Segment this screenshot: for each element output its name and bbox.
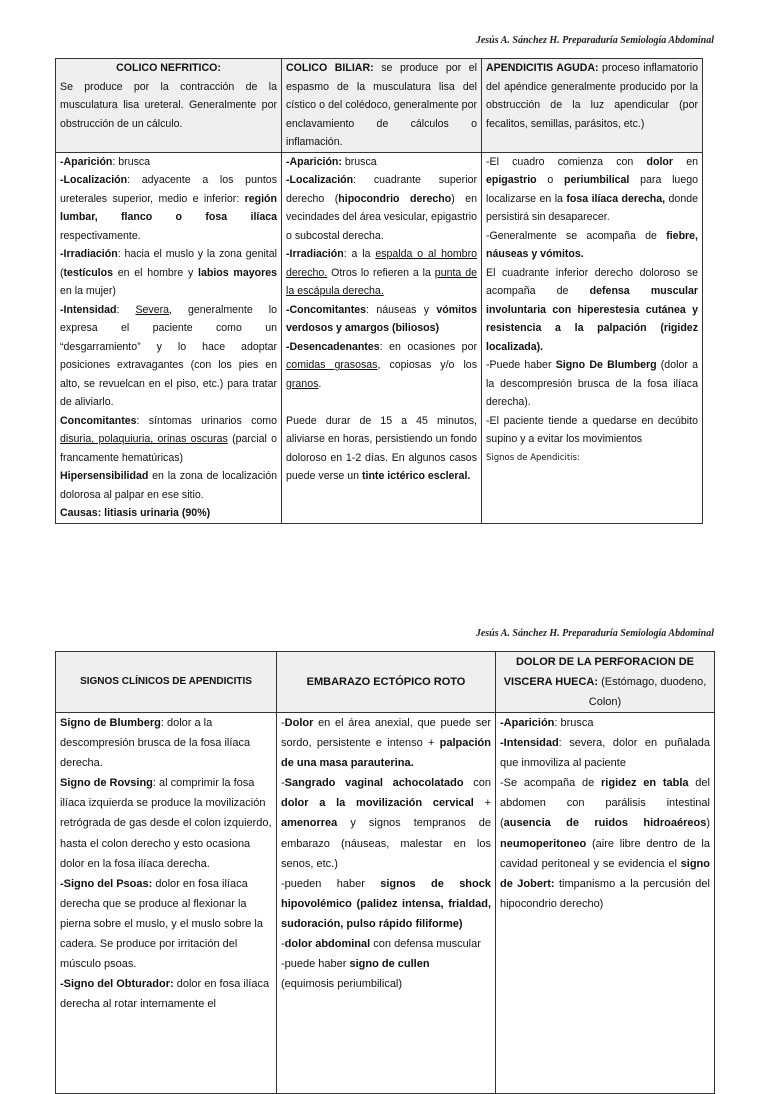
colico-nefritico-title: COLICO NEFRITICO: xyxy=(116,62,221,74)
page-header-1: Jesús A. Sánchez H. Preparaduría Semiología Abdominal xyxy=(475,35,714,46)
colico-nefritico-intro: Se produce por la contracción de la musculatura lisa ureteral. Generalmente por obstrucción de un cálculo. xyxy=(60,80,277,130)
table-colicos xyxy=(55,58,703,524)
header-perforacion: DOLOR DE LA PERFORACION DE VISCERA HUECA: (Estómago, duodeno, Colon) xyxy=(496,652,715,713)
table-signos xyxy=(55,651,715,1094)
page-header-2: Jesús A. Sánchez H. Preparaduría Semiología Abdominal xyxy=(475,628,714,639)
cell-colico-nefritico-intro xyxy=(56,59,282,153)
header-signos-apendicitis: SIGNOS CLÍNICOS DE APENDICITIS xyxy=(56,652,277,713)
cell-apendicitis-intro: APENDICITIS AGUDA: proceso inflamatorio del apéndice generalmente producido por la obstrucción de la luz apendicular (por fecalitos, semillas, parásitos, etc.) xyxy=(482,59,703,153)
cell-colico-biliar-intro: COLICO BILIAR: se produce por el espasmo de la musculatura lisa del cístico o del colédoco, generalmente por enclavamiento de cálculos o inflamación. xyxy=(282,59,482,153)
cell-embarazo-ectopico: -Dolor en el área anexial, que puede ser sordo, persistente e intenso + palpación de una masa parauterina. -Sangrado vaginal achocolatado con dolor a la movilización cervical + amenorrea y signos tempranos de embarazo (náuseas, malestar en los senos, etc.) -pueden haber signos de shock hipovolémico (palidez intensa, frialdad, sudoración, pulso rápido filiforme) -dolor abdominal con defensa muscular -puede haber signo de cullen (equimosis periumbilical) xyxy=(277,713,496,1094)
cell-colico-biliar-body: -Aparición: brusca -Localización: cuadrante superior derecho (hipocondrio derecho) en vecindades del área vesicular, epigastrio o subcostal derecha. -Irradiación: a la espalda o al hombro derecho. Otros lo refieren a la punta de la escápula derecha. -Concomitantes: náuseas y vómitos verdosos y amargos (biliosos) -Desencadenantes: en ocasiones por comidas grasosas, copiosas y/o los granos. Puede durar de 15 a 45 minutos, aliviarse en horas, persistiendo un fondo doloroso en 1-2 días. En algunos casos puede verse un tinte ictérico escleral. xyxy=(282,152,482,523)
cell-colico-nefritico-body: -Aparición: brusca -Localización: adyacente a los puntos ureterales superior, medio e inferior: región lumbar, flanco o fosa ilíaca respectivamente. -Irradiación: hacia el muslo y la zona genital (testículos en el hombre y labios mayores en la mujer) -Intensidad: Severa, generalmente lo expresa el paciente como un “desgarramiento” y lo hace adoptar posiciones extravagantes (con los pies en alto, se revuelcan en el piso, etc.) para tratar de aliviarlo. Concomitantes: síntomas urinarios como disuria, polaquiuria, orinas oscuras (parcial o francamente hematúricas) Hipersensibilidad en la zona de localización dolorosa al palpar en ese sitio. Causas: litiasis urinaria (90%) xyxy=(56,152,282,523)
header-embarazo-ectopico: EMBARAZO ECTÓPICO ROTO xyxy=(277,652,496,713)
cell-signos-apendicitis: Signo de Blumberg: dolor a la descompresión brusca de la fosa ilíaca derecha. Signo de Rovsing: al comprimir la fosa ilíaca izquierda se produce la movilización retrógrada de gas desde el colon izquierdo, hasta el colon derecho y esto ocasiona dolor en la fosa ilíaca derecha. -Signo del Psoas: dolor en fosa ilíaca derecha que se produce al flexionar la pierna sobre el muslo, y el muslo sobre la cadera. Se produce por irritación del músculo psoas. -Signo del Obturador: dolor en fosa ilíaca derecha al rotar internamente el xyxy=(56,713,277,1094)
cell-perforacion: -Aparición: brusca -Intensidad: severa, dolor en puñalada que inmoviliza al paciente -Se acompaña de rigidez en tabla del abdomen con parálisis intestinal (ausencia de ruidos hidroaéreos) neumoperitoneo (aire libre dentro de la cavidad peritoneal y se evidencia el signo de Jobert: timpanismo a la percusión del hipocondrio derecho) xyxy=(496,713,715,1094)
signos-apendicitis-label: Signos de Apendicitis: xyxy=(486,452,580,463)
cell-apendicitis-body: -El cuadro comienza con dolor en epigastrio o periumbilical para luego localizarse en la fosa ilíaca derecha, donde persistirá sin desaparecer. -Generalmente se acompaña de fiebre, náuseas y vómitos. El cuadrante inferior derecho doloroso se acompaña de defensa muscular involuntaria con hiperestesia cutánea y resistencia a la palpación (rigidez localizada). -Puede haber Signo De Blumberg (dolor a la descompresión brusca de la fosa ilíaca derecha). -El paciente tiende a quedarse en decúbito supino y a evitar los movimientos Signos de Apendicitis: xyxy=(482,152,703,523)
